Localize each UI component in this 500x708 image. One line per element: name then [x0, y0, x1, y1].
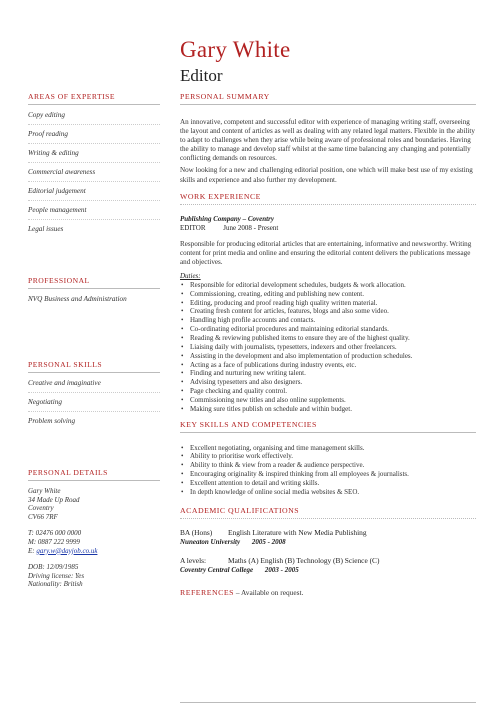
address-line: Coventry — [28, 504, 54, 513]
list-item: • Excellent attention to detail and writing skills. — [190, 479, 476, 488]
list-item: • In depth knowledge of online social media websites & SEO. — [190, 488, 476, 497]
summary-paragraph: Now looking for a new and challenging editorial position, one which will make best use of my existing skills and experience and also further my development. — [180, 166, 473, 184]
details-heading: PERSONAL DETAILS — [28, 468, 160, 481]
degree-subject: English Literature with New Media Publishing — [228, 527, 367, 537]
email-label: E: — [28, 546, 35, 555]
list-item: • Co-ordinating editorial procedures and maintaining editorial standards. — [190, 325, 476, 334]
references-text: – Available on request. — [235, 587, 304, 597]
university-dates: 2005 - 2008 — [251, 537, 286, 546]
cv-title: Editor — [180, 66, 223, 85]
address-line: CV66 7RF — [28, 512, 58, 521]
list-item: • Handling high profile accounts and contacts. — [190, 316, 476, 325]
alevels-row — [180, 556, 476, 566]
cv-name: Gary White — [180, 37, 291, 62]
list-item: • Encouraging originality & inspired thinking from all employees & journalists. — [190, 470, 476, 479]
list-item: • Creating fresh content for articles, features, blogs and also some video. — [190, 307, 476, 316]
job-role: EDITOR — [180, 223, 206, 232]
list-item: • Ability to prioritise work effectively. — [190, 452, 476, 461]
professional-heading: PROFESSIONAL — [28, 276, 160, 289]
college: Coventry Central College — [180, 565, 254, 574]
academic-heading: ACADEMIC QUALIFICATIONS — [180, 506, 476, 519]
degree-row — [180, 528, 476, 538]
driving-license: Driving license: Yes — [28, 571, 85, 580]
duties-label: Duties: — [180, 271, 201, 280]
expertise-item: Commercial awareness — [28, 168, 160, 182]
references-heading: REFERENCES — [180, 587, 234, 597]
list-item: • Liaising daily with journalists, typesetters, indexers and other freelancers. — [190, 343, 476, 352]
job-dates: June 2008 - Present — [223, 223, 279, 232]
bottom-divider — [180, 702, 476, 703]
key-skills-heading: KEY SKILLS AND COMPETENCIES — [180, 420, 476, 433]
job-company: Publishing Company – Coventry — [180, 214, 274, 223]
expertise-item: People management — [28, 206, 160, 220]
list-item: • Advising typesetters and also designers. — [190, 378, 476, 387]
list-item: • Excellent negotiating, organising and time management skills. — [190, 444, 476, 453]
list-item: • Commissioning, creating, editing and publishing new content. — [190, 290, 476, 299]
expertise-item: Proof reading — [28, 130, 160, 144]
list-item: • Ability to think & view from a reader & audience perspective. — [190, 461, 476, 470]
professional-item: NVQ Business and Administration — [28, 295, 127, 303]
expertise-item: Legal issues — [28, 225, 64, 233]
personal-details — [28, 487, 160, 589]
skills-item: Creative and imaginative — [28, 379, 160, 393]
degree: BA (Hons) — [180, 527, 213, 537]
telephone: T: 02476 000 0000 — [28, 529, 82, 538]
main-content — [180, 92, 476, 597]
college-row — [180, 566, 476, 575]
dob: DOB: 12/09/1985 — [28, 563, 79, 572]
address-line: 34 Made Up Road — [28, 495, 80, 504]
address-line: Gary White — [28, 487, 61, 495]
expertise-item: Copy editing — [28, 111, 160, 125]
list-item: • Making sure titles publish on schedule and within budget. — [190, 405, 476, 414]
skills-heading: PERSONAL SKILLS — [28, 360, 160, 373]
list-item: • Editing, producing and proof reading high quality written material. — [190, 299, 476, 308]
skills-item: Negotiating — [28, 398, 160, 412]
list-item: • Page checking and quality control. — [190, 387, 476, 396]
expertise-item: Writing & editing — [28, 149, 160, 163]
university-row — [180, 538, 476, 547]
summary-heading: PERSONAL SUMMARY — [180, 92, 476, 105]
list-item: • Finding and nurturing new writing talent. — [190, 369, 476, 378]
skills-item: Problem solving — [28, 417, 76, 425]
alevels-label: A levels: — [180, 555, 207, 565]
job-description: Responsible for producing editorial articles that are entertaining, informative and newsworthy. Writing content for print media and online and ensuring the editorial content delivers the publications message and objectives. — [180, 239, 472, 266]
summary-paragraph: An innovative, competent and successful editor with experience of managing writing staff, overseeing the layout and content of articles as well as dealing with any related legal matters. Flexible in the ability to adapt to challenges when they arise while being aware of professional roles and boundaries. Having the ability to manage and develop staff whilst at the same time balancing any changing and potentially conflicting demands on resources. — [180, 118, 475, 163]
email-row — [28, 547, 160, 556]
nationality: Nationality: British — [28, 580, 83, 589]
list-item: • Commissioning new titles and also online supplements. — [190, 396, 476, 405]
references-row — [180, 588, 476, 597]
college-dates: 2003 - 2005 — [264, 565, 299, 574]
mobile: M: 0887 222 9999 — [28, 537, 80, 546]
list-item: • Assisting in the development and also implementation of production schedules. — [190, 352, 476, 361]
university: Nuneaton University — [180, 537, 241, 546]
list-item: • Acting as a face of publications during industry events, etc. — [190, 361, 476, 370]
email-link[interactable]: gary.w@dayjob.co.uk — [36, 546, 98, 555]
sidebar — [28, 92, 160, 589]
expertise-heading: AREAS OF EXPERTISE — [28, 92, 160, 105]
list-item: • Responsible for editorial development schedules, budgets & work allocation. — [190, 281, 476, 290]
list-item: • Reading & reviewing published items to ensure they are of the highest quality. — [190, 334, 476, 343]
alevels-subjects: Maths (A) English (B) Technology (B) Science (C) — [228, 555, 380, 565]
expertise-item: Editorial judgement — [28, 187, 160, 201]
duties-list — [180, 281, 476, 414]
key-skills-list — [180, 444, 476, 497]
job-role-line — [180, 224, 476, 233]
work-heading: WORK EXPERIENCE — [180, 192, 476, 205]
